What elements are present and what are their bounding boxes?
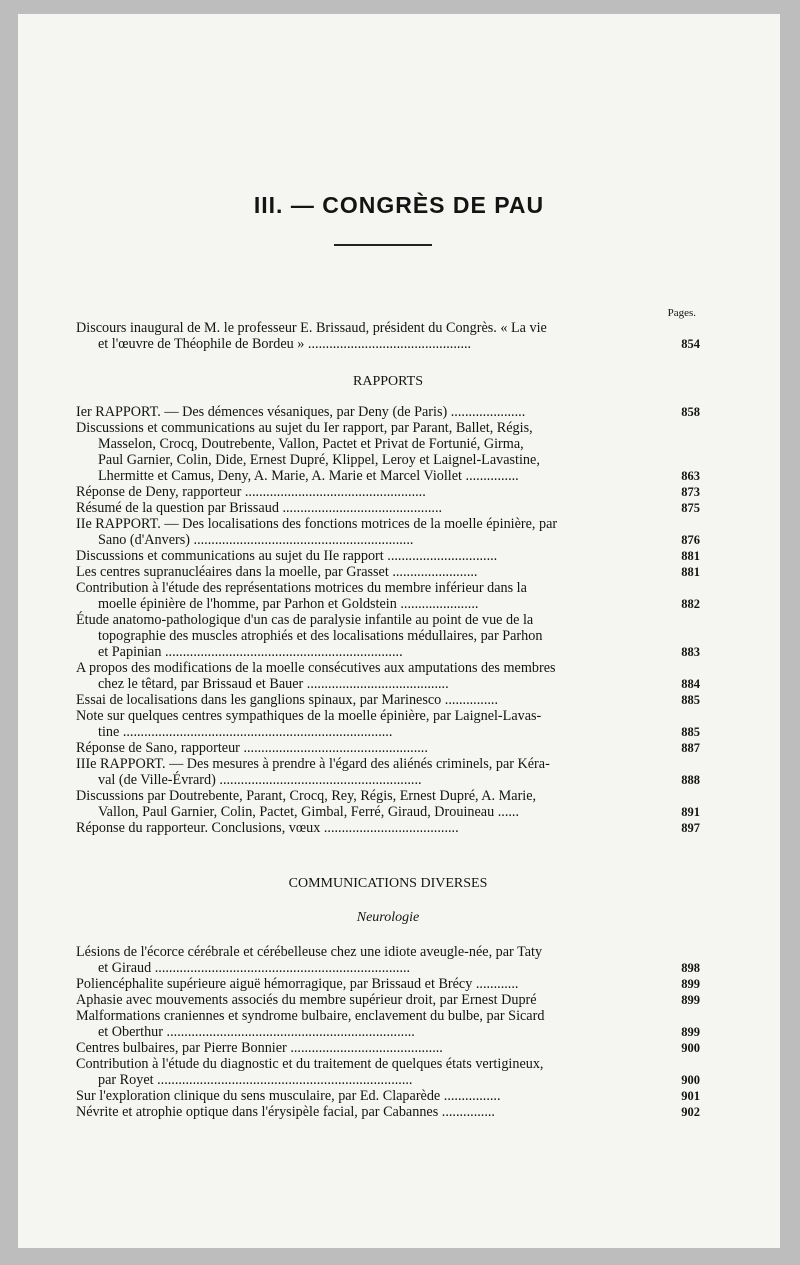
toc-entry	[76, 976, 700, 992]
toc-entry	[76, 660, 700, 692]
page-number: 883	[681, 645, 700, 659]
toc-entry	[76, 320, 700, 352]
section-heading: COMMUNICATIONS DIVERSES	[288, 876, 488, 891]
pages-column-header: Pages.	[667, 307, 696, 319]
page-number: 899	[681, 977, 700, 991]
entry-line: Étude anatomo-pathologique d'un cas de paralysie infantile au point de vue de la	[76, 612, 534, 628]
page-number: 875	[681, 501, 700, 515]
page-number: 899	[681, 1025, 700, 1039]
entry-line: val (de Ville-Évrard) .........................................................	[98, 772, 422, 788]
toc-entry	[76, 820, 700, 836]
page-number: 876	[681, 533, 700, 547]
toc-entry	[76, 580, 700, 612]
entry-line: Les centres supranucléaires dans la moelle, par Grasset ........................	[76, 564, 478, 580]
entry-line: Lhermitte et Camus, Deny, A. Marie, A. Marie et Marcel Viollet ...............	[98, 468, 519, 484]
entry-line: Réponse de Sano, rapporteur ....................................................	[76, 740, 428, 756]
toc-entry	[76, 992, 700, 1008]
entry-line: IIIe RAPPORT. — Des mesures à prendre à l'égard des aliénés criminels, par Kéra-	[76, 756, 550, 772]
entry-line: Discours inaugural de M. le professeur E. Brissaud, président du Congrès. « La vie	[76, 320, 547, 336]
section-heading: RAPPORTS	[353, 374, 423, 389]
page-number: 901	[681, 1089, 700, 1103]
toc-entry	[76, 420, 700, 484]
entry-line: Discussions et communications au sujet du IIe rapport ...............................	[76, 548, 498, 564]
entry-line: Centres bulbaires, par Pierre Bonnier ...........................................	[76, 1040, 443, 1056]
toc-entry	[76, 548, 700, 564]
page-number: 873	[681, 485, 700, 499]
page-number: 881	[681, 565, 700, 579]
entry-line: Réponse du rapporteur. Conclusions, vœux ......................................	[76, 820, 459, 836]
toc-entry	[76, 500, 700, 516]
page-number: 884	[681, 677, 700, 691]
entry-line: Sano (d'Anvers) ..............................................................	[98, 532, 414, 548]
page-number: 888	[681, 773, 700, 787]
entry-line: et Oberthur ......................................................................	[98, 1024, 415, 1040]
page-number: 900	[681, 1041, 700, 1055]
entry-line: Contribution à l'étude du diagnostic et du traitement de quelques états vertigineux,	[76, 1056, 544, 1072]
entry-line: Vallon, Paul Garnier, Colin, Pactet, Gimbal, Ferré, Giraud, Drouineau ......	[98, 804, 520, 820]
page-number: 887	[681, 741, 700, 755]
entry-line: A propos des modifications de la moelle consécutives aux amputations des membres	[76, 660, 556, 676]
toc-entry	[76, 740, 700, 756]
entry-line: Paul Garnier, Colin, Dide, Ernest Dupré, Klippel, Leroy et Laignel-Lavastine,	[98, 452, 540, 468]
entry-line: moelle épinière de l'homme, par Parhon et Goldstein ......................	[98, 596, 479, 612]
document-page	[18, 14, 780, 1248]
opening-entry-block	[76, 320, 700, 352]
toc-entry	[76, 484, 700, 500]
entry-line: Sur l'exploration clinique du sens musculaire, par Ed. Claparède ................	[76, 1088, 501, 1104]
toc-entry	[76, 612, 700, 660]
toc-entry	[76, 692, 700, 708]
entry-line: Réponse de Deny, rapporteur ...................................................	[76, 484, 426, 500]
entry-line: topographie des muscles atrophiés et des localisations médullaires, par Parhon	[98, 628, 543, 644]
toc-entry	[76, 708, 700, 740]
entry-line: chez le têtard, par Brissaud et Bauer ........................................	[98, 676, 449, 692]
entry-line: Discussions par Doutrebente, Parant, Crocq, Rey, Régis, Ernest Dupré, A. Marie,	[76, 788, 537, 804]
entry-line: tine ............................................................................	[98, 724, 393, 740]
section-rapports	[76, 374, 700, 836]
section-communications	[76, 876, 700, 1120]
entry-line: et Papinian ...................................................................	[98, 644, 403, 660]
entry-line: Résumé de la question par Brissaud .............................................	[76, 500, 443, 516]
toc-entry	[76, 564, 700, 580]
entry-line: par Royet ........................................................................	[98, 1072, 413, 1088]
page-number: 899	[681, 993, 700, 1007]
entry-line: et l'œuvre de Théophile de Bordeu » ..............................................	[98, 336, 472, 352]
toc-entry	[76, 1056, 700, 1088]
page-number: 885	[681, 725, 700, 739]
toc-entry	[76, 944, 700, 976]
toc-entry	[76, 516, 700, 548]
entry-line: Discussions et communications au sujet du Ier rapport, par Parant, Ballet, Régis,	[76, 420, 533, 436]
page-number: 863	[681, 469, 700, 483]
entry-line: Névrite et atrophie optique dans l'érysipèle facial, par Cabannes ...............	[76, 1104, 495, 1120]
subsection-heading: Neurologie	[356, 910, 420, 925]
toc-entry	[76, 1104, 700, 1120]
entry-line: Contribution à l'étude des représentations motrices du membre inférieur dans la	[76, 580, 527, 596]
toc-entry	[76, 788, 700, 820]
page-number: 882	[681, 597, 700, 611]
entry-line: Lésions de l'écorce cérébrale et cérébelleuse chez une idiote aveugle-née, par Taty	[76, 944, 543, 960]
page-number: 854	[681, 337, 700, 351]
entry-line: Note sur quelques centres sympathiques de la moelle épinière, par Laignel-Lavas-	[76, 708, 542, 724]
toc-entry	[76, 1040, 700, 1056]
page-title: III. — CONGRÈS DE PAU	[253, 192, 545, 218]
entry-line: Essai de localisations dans les ganglions spinaux, par Marinesco ...............	[76, 692, 499, 708]
toc-entry	[76, 756, 700, 788]
page-number: 898	[681, 961, 700, 975]
entry-line: Malformations craniennes et syndrome bulbaire, enclavement du bulbe, par Sicard	[76, 1008, 545, 1024]
page-number: 885	[681, 693, 700, 707]
entry-line: IIe RAPPORT. — Des localisations des fonctions motrices de la moelle épinière, par	[76, 516, 558, 532]
page-number: 881	[681, 549, 700, 563]
entry-line: Masselon, Crocq, Doutrebente, Vallon, Pactet et Privat de Fortunié, Girma,	[98, 436, 524, 452]
toc-entry	[76, 1088, 700, 1104]
toc-entry	[76, 404, 700, 420]
page-number: 891	[681, 805, 700, 819]
title-rule	[334, 244, 432, 246]
page-number: 858	[681, 405, 700, 419]
entry-line: Ier RAPPORT. — Des démences vésaniques, par Deny (de Paris) .....................	[76, 404, 526, 420]
entry-line: Poliencéphalite supérieure aiguë hémorragique, par Brissaud et Brécy ............	[76, 976, 519, 992]
entry-line: et Giraud ........................................................................	[98, 960, 411, 976]
toc-entry	[76, 1008, 700, 1040]
page-number: 900	[681, 1073, 700, 1087]
entry-line: Aphasie avec mouvements associés du membre supérieur droit, par Ernest Dupré	[76, 992, 537, 1008]
page-number: 897	[681, 821, 700, 835]
page-number: 902	[681, 1105, 700, 1119]
